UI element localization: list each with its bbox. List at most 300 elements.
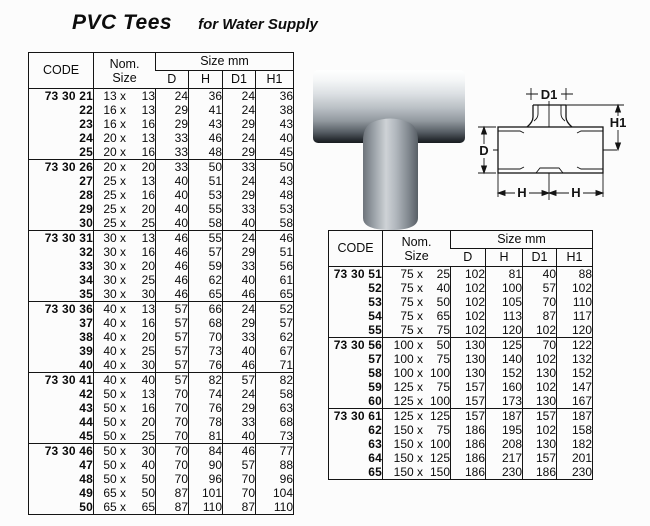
h1-cell: 230 (557, 465, 593, 480)
d-cell: 130 (451, 338, 486, 353)
d1-cell: 33 (223, 202, 256, 216)
spec-table-left (28, 52, 294, 515)
nom-size-cell (94, 316, 156, 330)
d1-cell: 46 (223, 444, 256, 459)
table-row (329, 366, 593, 380)
nom-size-second: 40 (141, 458, 155, 472)
table-row (29, 103, 294, 117)
d-cell: 87 (156, 500, 189, 515)
code-cell: 73 30 41 (29, 373, 94, 388)
h1-cell: 38 (256, 103, 294, 117)
nom-size-second: 100 (429, 437, 450, 451)
h1-cell: 158 (557, 423, 593, 437)
nom-size-second: 13 (141, 131, 155, 145)
d-cell: 46 (156, 259, 189, 273)
code-cell: 32 (79, 245, 93, 259)
header-nom-size: Nom. Size (383, 231, 451, 267)
code-cell: 48 (79, 472, 93, 486)
h1-cell: 65 (256, 287, 294, 302)
d1-cell: 40 (223, 344, 256, 358)
h-right-label: H (571, 185, 581, 200)
nom-size-first: 30 x (103, 273, 126, 287)
d-cell: 186 (451, 465, 486, 480)
d1-cell: 29 (223, 145, 256, 160)
nom-size-second: 16 (141, 401, 155, 415)
h1-cell: 43 (256, 174, 294, 188)
nom-size-cell (94, 273, 156, 287)
d1-cell: 102 (523, 423, 557, 437)
nom-size-cell (94, 472, 156, 486)
d-cell: 157 (451, 380, 486, 394)
table-row (29, 174, 294, 188)
h-cell: 217 (486, 451, 523, 465)
nom-size-cell (94, 486, 156, 500)
code-cell: 42 (79, 387, 93, 401)
d1-cell: 29 (223, 401, 256, 415)
h-left-label: H (517, 185, 527, 200)
table-row (329, 338, 593, 353)
dimension-diagram (476, 64, 650, 218)
code-cell: 37 (79, 316, 93, 330)
table-row (29, 344, 294, 358)
d1-cell: 24 (223, 89, 256, 104)
header-code: CODE (42, 63, 80, 77)
code-cell: 59 (368, 380, 382, 394)
nom-size-cell (383, 423, 451, 437)
d-cell: 57 (156, 373, 189, 388)
nom-size-first: 75 x (400, 295, 423, 309)
nom-size-cell (94, 103, 156, 117)
d-cell: 87 (156, 486, 189, 500)
d-cell: 57 (156, 316, 189, 330)
d1-cell: 70 (223, 486, 256, 500)
nom-size-first: 75 x (400, 309, 423, 323)
h1-cell: 117 (557, 309, 593, 323)
nom-size-first: 30 x (103, 245, 126, 259)
nom-size-first: 50 x (103, 401, 126, 415)
nom-size-cell (383, 465, 451, 480)
nom-size-first: 25 x (103, 202, 126, 216)
h-cell: 41 (189, 103, 223, 117)
nom-size-second: 20 (141, 330, 155, 344)
code-cell: 73 30 21 (29, 89, 94, 104)
d1-cell: 102 (523, 380, 557, 394)
header-d: D (451, 249, 486, 267)
table-row (29, 373, 294, 388)
h-cell: 230 (486, 465, 523, 480)
code-cell: 62 (368, 423, 382, 437)
nom-size-second: 25 (141, 429, 155, 443)
table-row (29, 302, 294, 317)
header-size-mm: Size mm (451, 231, 593, 249)
table-row (29, 188, 294, 202)
nom-size-cell (94, 160, 156, 175)
d1-cell: 70 (223, 472, 256, 486)
code-cell: 57 (368, 352, 382, 366)
nom-size-first: 150 x (393, 465, 423, 479)
spec-table-right (328, 230, 593, 480)
tee-branch-outline (527, 105, 572, 127)
title-application: for Water Supply (198, 16, 318, 33)
d1-cell: 157 (523, 451, 557, 465)
table-row (329, 323, 593, 338)
d-cell: 40 (156, 202, 189, 216)
h-cell: 125 (486, 338, 523, 353)
nom-size-first: 20 x (103, 145, 126, 159)
h-cell: 82 (189, 373, 223, 388)
d1-cell: 29 (223, 188, 256, 202)
branch-socket-lines (534, 105, 565, 121)
h-cell: 73 (189, 344, 223, 358)
h1-cell: 43 (256, 117, 294, 131)
nom-size-cell (94, 444, 156, 459)
code-cell: 29 (79, 202, 93, 216)
h-cell: 110 (189, 500, 223, 515)
nom-size-cell (94, 458, 156, 472)
nom-size-second: 16 (141, 145, 155, 159)
d1-cell: 40 (223, 216, 256, 231)
nom-size-first: 13 x (103, 89, 126, 103)
d-cell: 40 (156, 174, 189, 188)
d1-cell: 29 (223, 245, 256, 259)
nom-size-cell (383, 451, 451, 465)
nom-size-second: 50 (436, 295, 450, 309)
d-cell: 70 (156, 429, 189, 444)
code-cell: 39 (79, 344, 93, 358)
d1-cell: 57 (223, 458, 256, 472)
code-cell: 24 (79, 131, 93, 145)
code-cell: 60 (368, 394, 382, 408)
h1-cell: 62 (256, 330, 294, 344)
nom-size-second: 16 (141, 245, 155, 259)
d1-cell: 29 (223, 316, 256, 330)
h-cell: 187 (486, 409, 523, 424)
h-cell: 96 (189, 472, 223, 486)
h1-cell: 147 (557, 380, 593, 394)
d-cell: 46 (156, 231, 189, 246)
code-cell: 43 (79, 401, 93, 415)
nom-size-cell (94, 358, 156, 373)
nom-size-first: 30 x (103, 231, 126, 245)
table-row (329, 267, 593, 282)
h-cell: 81 (486, 267, 523, 282)
h-cell: 57 (189, 245, 223, 259)
nom-size-cell (94, 415, 156, 429)
nom-size-cell (94, 188, 156, 202)
table-row (29, 429, 294, 444)
code-cell: 54 (368, 309, 382, 323)
d1-cell: 102 (523, 352, 557, 366)
nom-size-first: 25 x (103, 174, 126, 188)
nom-size-second: 40 (141, 373, 155, 387)
h-cell: 50 (189, 160, 223, 175)
code-cell: 73 30 36 (29, 302, 94, 317)
d1-cell: 57 (523, 281, 557, 295)
nom-size-cell (94, 259, 156, 273)
d-cell: 46 (156, 287, 189, 302)
h-cell: 100 (486, 281, 523, 295)
d-cell: 186 (451, 423, 486, 437)
nom-size-cell (94, 287, 156, 302)
h-cell: 76 (189, 401, 223, 415)
h1-cell: 58 (256, 216, 294, 231)
d-cell: 40 (156, 188, 189, 202)
nom-size-first: 30 x (103, 259, 126, 273)
d-cell: 33 (156, 145, 189, 160)
d1-cell: 130 (523, 437, 557, 451)
nom-size-second: 13 (141, 302, 155, 316)
table-row (329, 409, 593, 424)
nom-size-first: 50 x (103, 458, 126, 472)
nom-size-cell (94, 401, 156, 415)
h1-cell: 63 (256, 401, 294, 415)
d-cell: 130 (451, 366, 486, 380)
table-row (29, 245, 294, 259)
nom-size-second: 13 (141, 387, 155, 401)
table-row (29, 415, 294, 429)
h1-cell: 110 (557, 295, 593, 309)
nom-size-cell (94, 89, 156, 104)
code-cell: 47 (79, 458, 93, 472)
d1-label: D1 (540, 87, 558, 102)
h1-cell: 132 (557, 352, 593, 366)
d-cell: 130 (451, 352, 486, 366)
nom-size-cell (383, 380, 451, 394)
nom-size-first: 40 x (103, 358, 126, 372)
code-cell: 73 30 26 (29, 160, 94, 175)
tee-body-outline (498, 127, 603, 173)
nom-size-first: 75 x (400, 267, 423, 281)
nom-size-second: 13 (141, 174, 155, 188)
d1-cell: 46 (223, 287, 256, 302)
nom-size-first: 100 x (393, 352, 423, 366)
d-cell: 70 (156, 387, 189, 401)
nom-size-second: 20 (141, 160, 155, 174)
table-row (29, 202, 294, 216)
nom-size-cell (94, 202, 156, 216)
table-row (29, 444, 294, 459)
nom-size-cell (94, 245, 156, 259)
nom-size-second: 75 (436, 380, 450, 394)
h-cell: 36 (189, 89, 223, 104)
nom-size-second: 20 (141, 415, 155, 429)
nom-size-first: 50 x (103, 429, 126, 443)
nom-size-cell (94, 302, 156, 317)
page-title (72, 11, 318, 35)
header-code: CODE (337, 241, 374, 255)
h1-cell: 96 (256, 472, 294, 486)
code-cell: 58 (368, 366, 382, 380)
header-d1: D1 (223, 71, 256, 89)
d1-cell: 57 (223, 373, 256, 388)
table-row (329, 423, 593, 437)
header-d1: D1 (523, 249, 557, 267)
h1-cell: 120 (557, 323, 593, 338)
d1-cell: 130 (523, 394, 557, 409)
table-row (29, 387, 294, 401)
nom-size-cell (383, 352, 451, 366)
nom-size-second: 75 (436, 323, 450, 337)
h1-cell: 102 (557, 281, 593, 295)
nom-size-cell (94, 131, 156, 145)
header-size-mm: Size mm (156, 53, 294, 71)
d1-cell: 46 (223, 358, 256, 373)
nom-size-cell (383, 366, 451, 380)
nom-size-first: 50 x (103, 387, 126, 401)
nom-size-second: 13 (141, 89, 155, 103)
code-cell: 45 (79, 429, 93, 443)
code-cell: 73 30 61 (329, 409, 383, 424)
code-cell: 23 (79, 117, 93, 131)
d-cell: 70 (156, 472, 189, 486)
header-h1: H1 (557, 249, 593, 267)
h1-cell: 48 (256, 188, 294, 202)
nom-size-cell (383, 309, 451, 323)
d-cell: 57 (156, 302, 189, 317)
h-cell: 105 (486, 295, 523, 309)
d-cell: 157 (451, 394, 486, 409)
code-cell: 27 (79, 174, 93, 188)
nom-size-second: 125 (429, 451, 450, 465)
h-cell: 58 (189, 216, 223, 231)
nom-size-cell (94, 344, 156, 358)
code-cell: 40 (79, 358, 93, 372)
table-row (329, 437, 593, 451)
h1-cell: 167 (557, 394, 593, 409)
h-cell: 70 (189, 330, 223, 344)
d-cell: 186 (451, 437, 486, 451)
h1-cell: 52 (256, 302, 294, 317)
h-cell: 62 (189, 273, 223, 287)
h1-cell: 88 (256, 458, 294, 472)
nom-size-first: 50 x (103, 415, 126, 429)
nom-size-first: 75 x (400, 323, 423, 337)
h1-cell: 57 (256, 316, 294, 330)
table-row (329, 309, 593, 323)
nom-size-cell (383, 267, 451, 282)
nom-size-first: 40 x (103, 316, 126, 330)
nom-size-second: 13 (141, 103, 155, 117)
title-product: PVC Tees (72, 11, 173, 34)
table-row (29, 330, 294, 344)
d-cell: 70 (156, 401, 189, 415)
d1-cell: 24 (223, 103, 256, 117)
h-cell: 140 (486, 352, 523, 366)
h-cell: 55 (189, 202, 223, 216)
nom-size-first: 40 x (103, 302, 126, 316)
h-cell: 81 (189, 429, 223, 444)
h1-cell: 46 (256, 231, 294, 246)
d1-cell: 130 (523, 366, 557, 380)
h-cell: 74 (189, 387, 223, 401)
code-cell: 38 (79, 330, 93, 344)
nom-size-cell (94, 387, 156, 401)
header-h1: H1 (256, 71, 294, 89)
h1-cell: 201 (557, 451, 593, 465)
h-cell: 55 (189, 231, 223, 246)
header-nom-size: Nom. Size (94, 53, 156, 89)
code-cell: 64 (368, 451, 382, 465)
nom-size-first: 40 x (103, 373, 126, 387)
nom-size-first: 50 x (103, 472, 126, 486)
table-row (29, 472, 294, 486)
nom-size-second: 20 (141, 259, 155, 273)
nom-size-first: 150 x (393, 437, 423, 451)
d1-cell: 87 (223, 500, 256, 515)
table-row (29, 358, 294, 373)
nom-size-second: 100 (429, 366, 450, 380)
code-cell: 63 (368, 437, 382, 451)
code-cell: 30 (79, 216, 93, 230)
nom-size-first: 30 x (103, 287, 126, 301)
d1-cell: 33 (223, 330, 256, 344)
h1-cell: 71 (256, 358, 294, 373)
nom-size-first: 65 x (103, 486, 126, 500)
nom-size-first: 20 x (103, 131, 126, 145)
h-cell: 173 (486, 394, 523, 409)
nom-size-second: 13 (141, 231, 155, 245)
d-cell: 102 (451, 309, 486, 323)
code-cell: 53 (368, 295, 382, 309)
table-row (329, 451, 593, 465)
nom-size-first: 40 x (103, 344, 126, 358)
nom-size-second: 20 (141, 202, 155, 216)
h1-cell: 56 (256, 259, 294, 273)
d-label: D (479, 143, 489, 158)
d-cell: 46 (156, 245, 189, 259)
d-cell: 102 (451, 267, 486, 282)
table-row (29, 287, 294, 302)
nom-size-second: 75 (436, 352, 450, 366)
h-cell: 208 (486, 437, 523, 451)
d1-cell: 157 (523, 409, 557, 424)
h1-cell: 45 (256, 145, 294, 160)
nom-size-second: 40 (436, 281, 450, 295)
nom-size-first: 100 x (393, 366, 423, 380)
nom-size-first: 50 x (103, 444, 126, 458)
nom-size-first: 100 x (393, 338, 423, 352)
d-cell: 57 (156, 358, 189, 373)
h-cell: 46 (189, 131, 223, 145)
d1-cell: 24 (223, 231, 256, 246)
header-h: H (486, 249, 523, 267)
h1-cell: 77 (256, 444, 294, 459)
h1-cell: 73 (256, 429, 294, 444)
table-row (329, 465, 593, 480)
h1-cell: 40 (256, 131, 294, 145)
h-cell: 65 (189, 287, 223, 302)
h1-cell: 88 (557, 267, 593, 282)
nom-size-cell (94, 500, 156, 515)
h-cell: 76 (189, 358, 223, 373)
d1-cell: 24 (223, 174, 256, 188)
nom-size-second: 30 (141, 287, 155, 301)
h1-cell: 68 (256, 415, 294, 429)
code-cell: 73 30 46 (29, 444, 94, 459)
code-cell: 73 30 56 (329, 338, 383, 353)
d1-cell: 102 (523, 323, 557, 338)
nom-size-cell (94, 231, 156, 246)
d-cell: 24 (156, 89, 189, 104)
code-cell: 73 30 31 (29, 231, 94, 246)
d1-cell: 33 (223, 259, 256, 273)
nom-size-second: 65 (436, 309, 450, 323)
nom-size-cell (94, 429, 156, 444)
h-cell: 113 (486, 309, 523, 323)
h1-cell: 36 (256, 89, 294, 104)
table-row (29, 216, 294, 231)
h1-cell: 51 (256, 245, 294, 259)
